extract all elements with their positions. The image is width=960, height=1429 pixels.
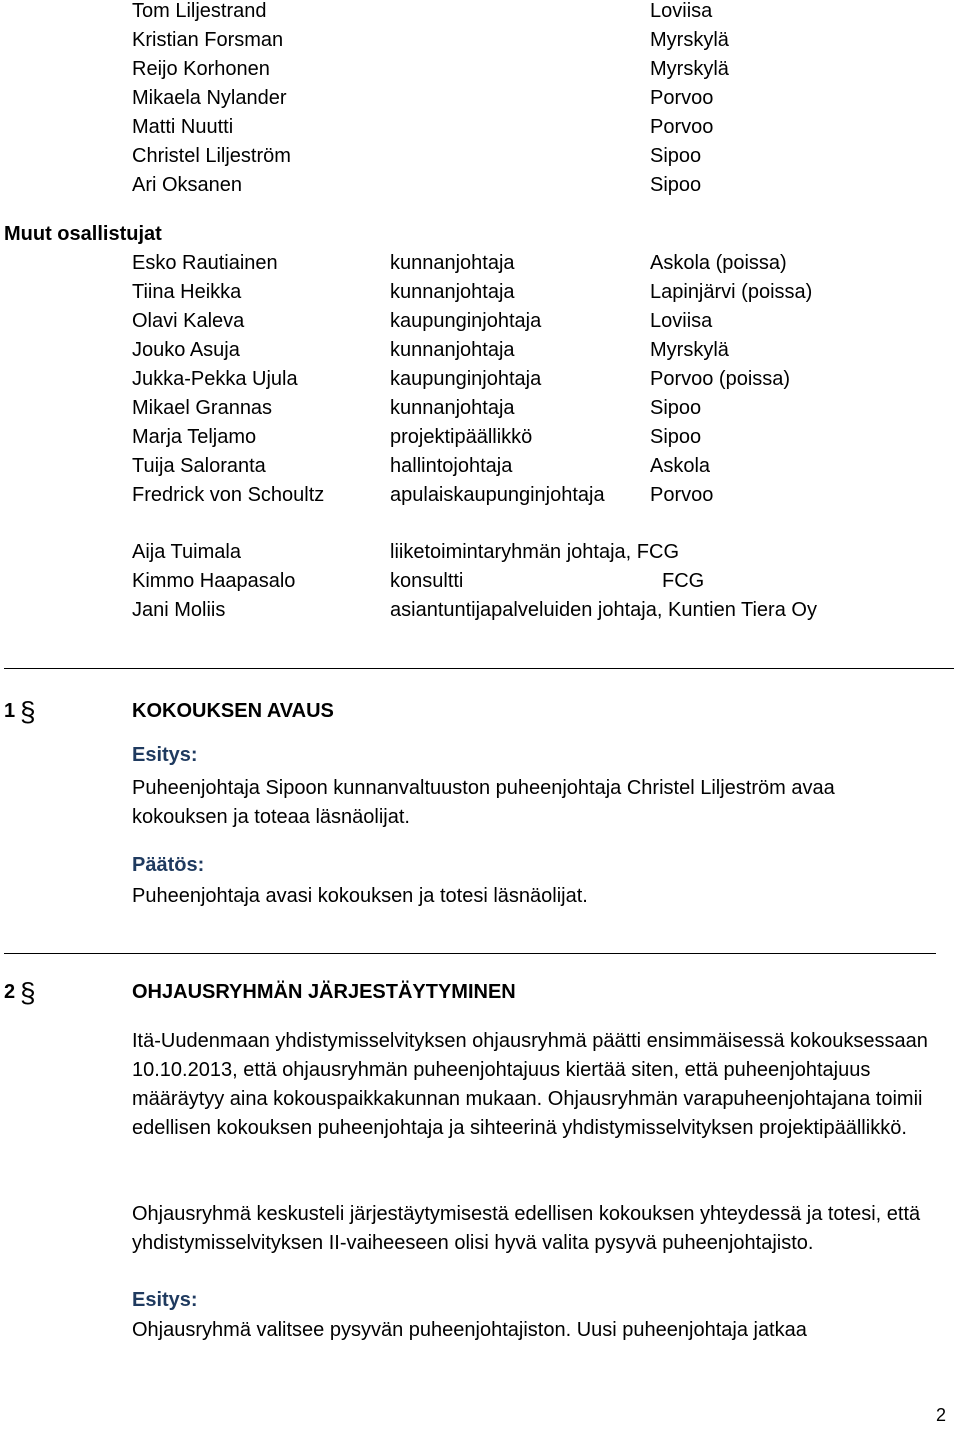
- other-place: Loviisa: [650, 310, 713, 332]
- consultant-title: konsultti: [390, 570, 464, 592]
- other-place: Sipoo: [650, 397, 702, 419]
- member-place: Porvoo: [650, 116, 714, 138]
- other-title: apulaiskaupunginjohtaja: [390, 484, 605, 506]
- member-name: Mikaela Nylander: [132, 87, 287, 109]
- other-title: kunnanjohtaja: [390, 397, 515, 419]
- member-row: [0, 171, 960, 200]
- consultant-title: asiantuntijapalveluiden johtaja, Kuntien Tiera Oy: [390, 599, 817, 621]
- other-place: Sipoo: [650, 426, 702, 448]
- other-name: Tiina Heikka: [132, 281, 242, 303]
- section-title: KOKOUKSEN AVAUS: [132, 700, 334, 722]
- section-paragraph: Ohjausryhmä keskusteli järjestäytymisestä edellisen kokouksen yhteydessä ja totesi, että yhdistymisselvityksen II-vaiheeseen olisi hyvä valita pysyvä puheenjohtajisto.: [132, 1203, 921, 1254]
- section-sign-icon: §: [20, 696, 36, 727]
- consultant-name: Aija Tuimala: [132, 541, 241, 563]
- member-name: Matti Nuutti: [132, 116, 234, 138]
- member-row: [0, 55, 960, 84]
- other-title: kaupunginjohtaja: [390, 368, 542, 390]
- other-title: kunnanjohtaja: [390, 339, 515, 361]
- section-paragraph: Itä-Uudenmaan yhdistymisselvityksen ohjausryhmä päätti ensimmäisessä kokouksessaan 10.10.2013, että ohjausryhmän puheenjohtajuus kiertää siten, että puheenjohtajuus määräytyy aina kokouspaikkakunnan mukaan. Ohjausryhmän varapuheenjohtajana toimii edellisen kokouksen puheenjohtaja ja sihteerinä yhdistymisselvityksen projektipäällikkö.: [132, 1030, 928, 1139]
- page-number: 2: [936, 1405, 947, 1425]
- member-place: Loviisa: [650, 0, 713, 22]
- member-row: [0, 113, 960, 142]
- section-number: 1: [4, 700, 16, 722]
- other-title: kaupunginjohtaja: [390, 310, 542, 332]
- consultant-row: [0, 567, 960, 596]
- other-name: Jouko Asuja: [132, 339, 240, 361]
- member-name: Ari Oksanen: [132, 174, 243, 196]
- other-name: Mikael Grannas: [132, 397, 273, 419]
- member-row: [0, 0, 960, 26]
- other-row: [0, 336, 960, 365]
- esitys-label: Esitys:: [132, 744, 198, 766]
- member-name: Tom Liljestrand: [132, 0, 267, 22]
- other-title: projektipäällikkö: [390, 426, 533, 448]
- other-name: Jukka-Pekka Ujula: [132, 368, 298, 390]
- member-row: [0, 84, 960, 113]
- other-place: Lapinjärvi (poissa): [650, 281, 813, 303]
- other-title: hallintojohtaja: [390, 455, 513, 477]
- esitys-label: Esitys:: [132, 1289, 198, 1311]
- section-number: 2: [4, 981, 16, 1003]
- other-place: Askola (poissa): [650, 252, 787, 274]
- member-place: Myrskylä: [650, 58, 729, 80]
- other-place: Porvoo: [650, 484, 714, 506]
- consultant-row: [0, 596, 960, 625]
- consultant-name: Jani Moliis: [132, 599, 226, 621]
- other-row: [0, 452, 960, 481]
- consultant-row: [0, 538, 960, 567]
- other-row: [0, 278, 960, 307]
- paatos-text: Puheenjohtaja avasi kokouksen ja totesi läsnäolijat.: [132, 885, 588, 907]
- other-title: kunnanjohtaja: [390, 252, 515, 274]
- member-place: Sipoo: [650, 174, 702, 196]
- section-divider: [4, 953, 936, 954]
- other-place: Myrskylä: [650, 339, 729, 361]
- member-row: [0, 26, 960, 55]
- paatos-label: Päätös:: [132, 854, 205, 876]
- consultant-name: Kimmo Haapasalo: [132, 570, 296, 592]
- member-name: Reijo Korhonen: [132, 58, 270, 80]
- consultant-org: FCG: [662, 570, 705, 592]
- other-name: Fredrick von Schoultz: [132, 484, 325, 506]
- other-name: Olavi Kaleva: [132, 310, 245, 332]
- consultant-title: liiketoimintaryhmän johtaja, FCG: [390, 541, 679, 563]
- other-row: [0, 249, 960, 278]
- other-row: [0, 365, 960, 394]
- other-title: kunnanjohtaja: [390, 281, 515, 303]
- section-title: OHJAUSRYHMÄN JÄRJESTÄYTYMINEN: [132, 981, 516, 1003]
- member-name: Kristian Forsman: [132, 29, 284, 51]
- other-place: Askola: [650, 455, 711, 477]
- other-name: Esko Rautiainen: [132, 252, 278, 274]
- member-place: Porvoo: [650, 87, 714, 109]
- member-place: Myrskylä: [650, 29, 729, 51]
- other-name: Tuija Saloranta: [132, 455, 266, 477]
- member-name: Christel Liljeström: [132, 145, 291, 167]
- other-place: Porvoo (poissa): [650, 368, 791, 390]
- other-name: Marja Teljamo: [132, 426, 257, 448]
- member-row: [0, 142, 960, 171]
- other-row: [0, 423, 960, 452]
- other-row: [0, 481, 960, 510]
- section-divider: [4, 668, 954, 669]
- esitys-text: Ohjausryhmä valitsee pysyvän puheenjohtajiston. Uusi puheenjohtaja jatkaa: [132, 1319, 807, 1341]
- others-heading: Muut osallistujat: [4, 223, 162, 245]
- section-sign-icon: §: [20, 977, 36, 1008]
- other-row: [0, 307, 960, 336]
- other-row: [0, 394, 960, 423]
- member-place: Sipoo: [650, 145, 702, 167]
- esitys-text: Puheenjohtaja Sipoon kunnanvaltuuston puheenjohtaja Christel Liljeström avaa kokouksen ja toteaa läsnäolijat.: [132, 777, 835, 828]
